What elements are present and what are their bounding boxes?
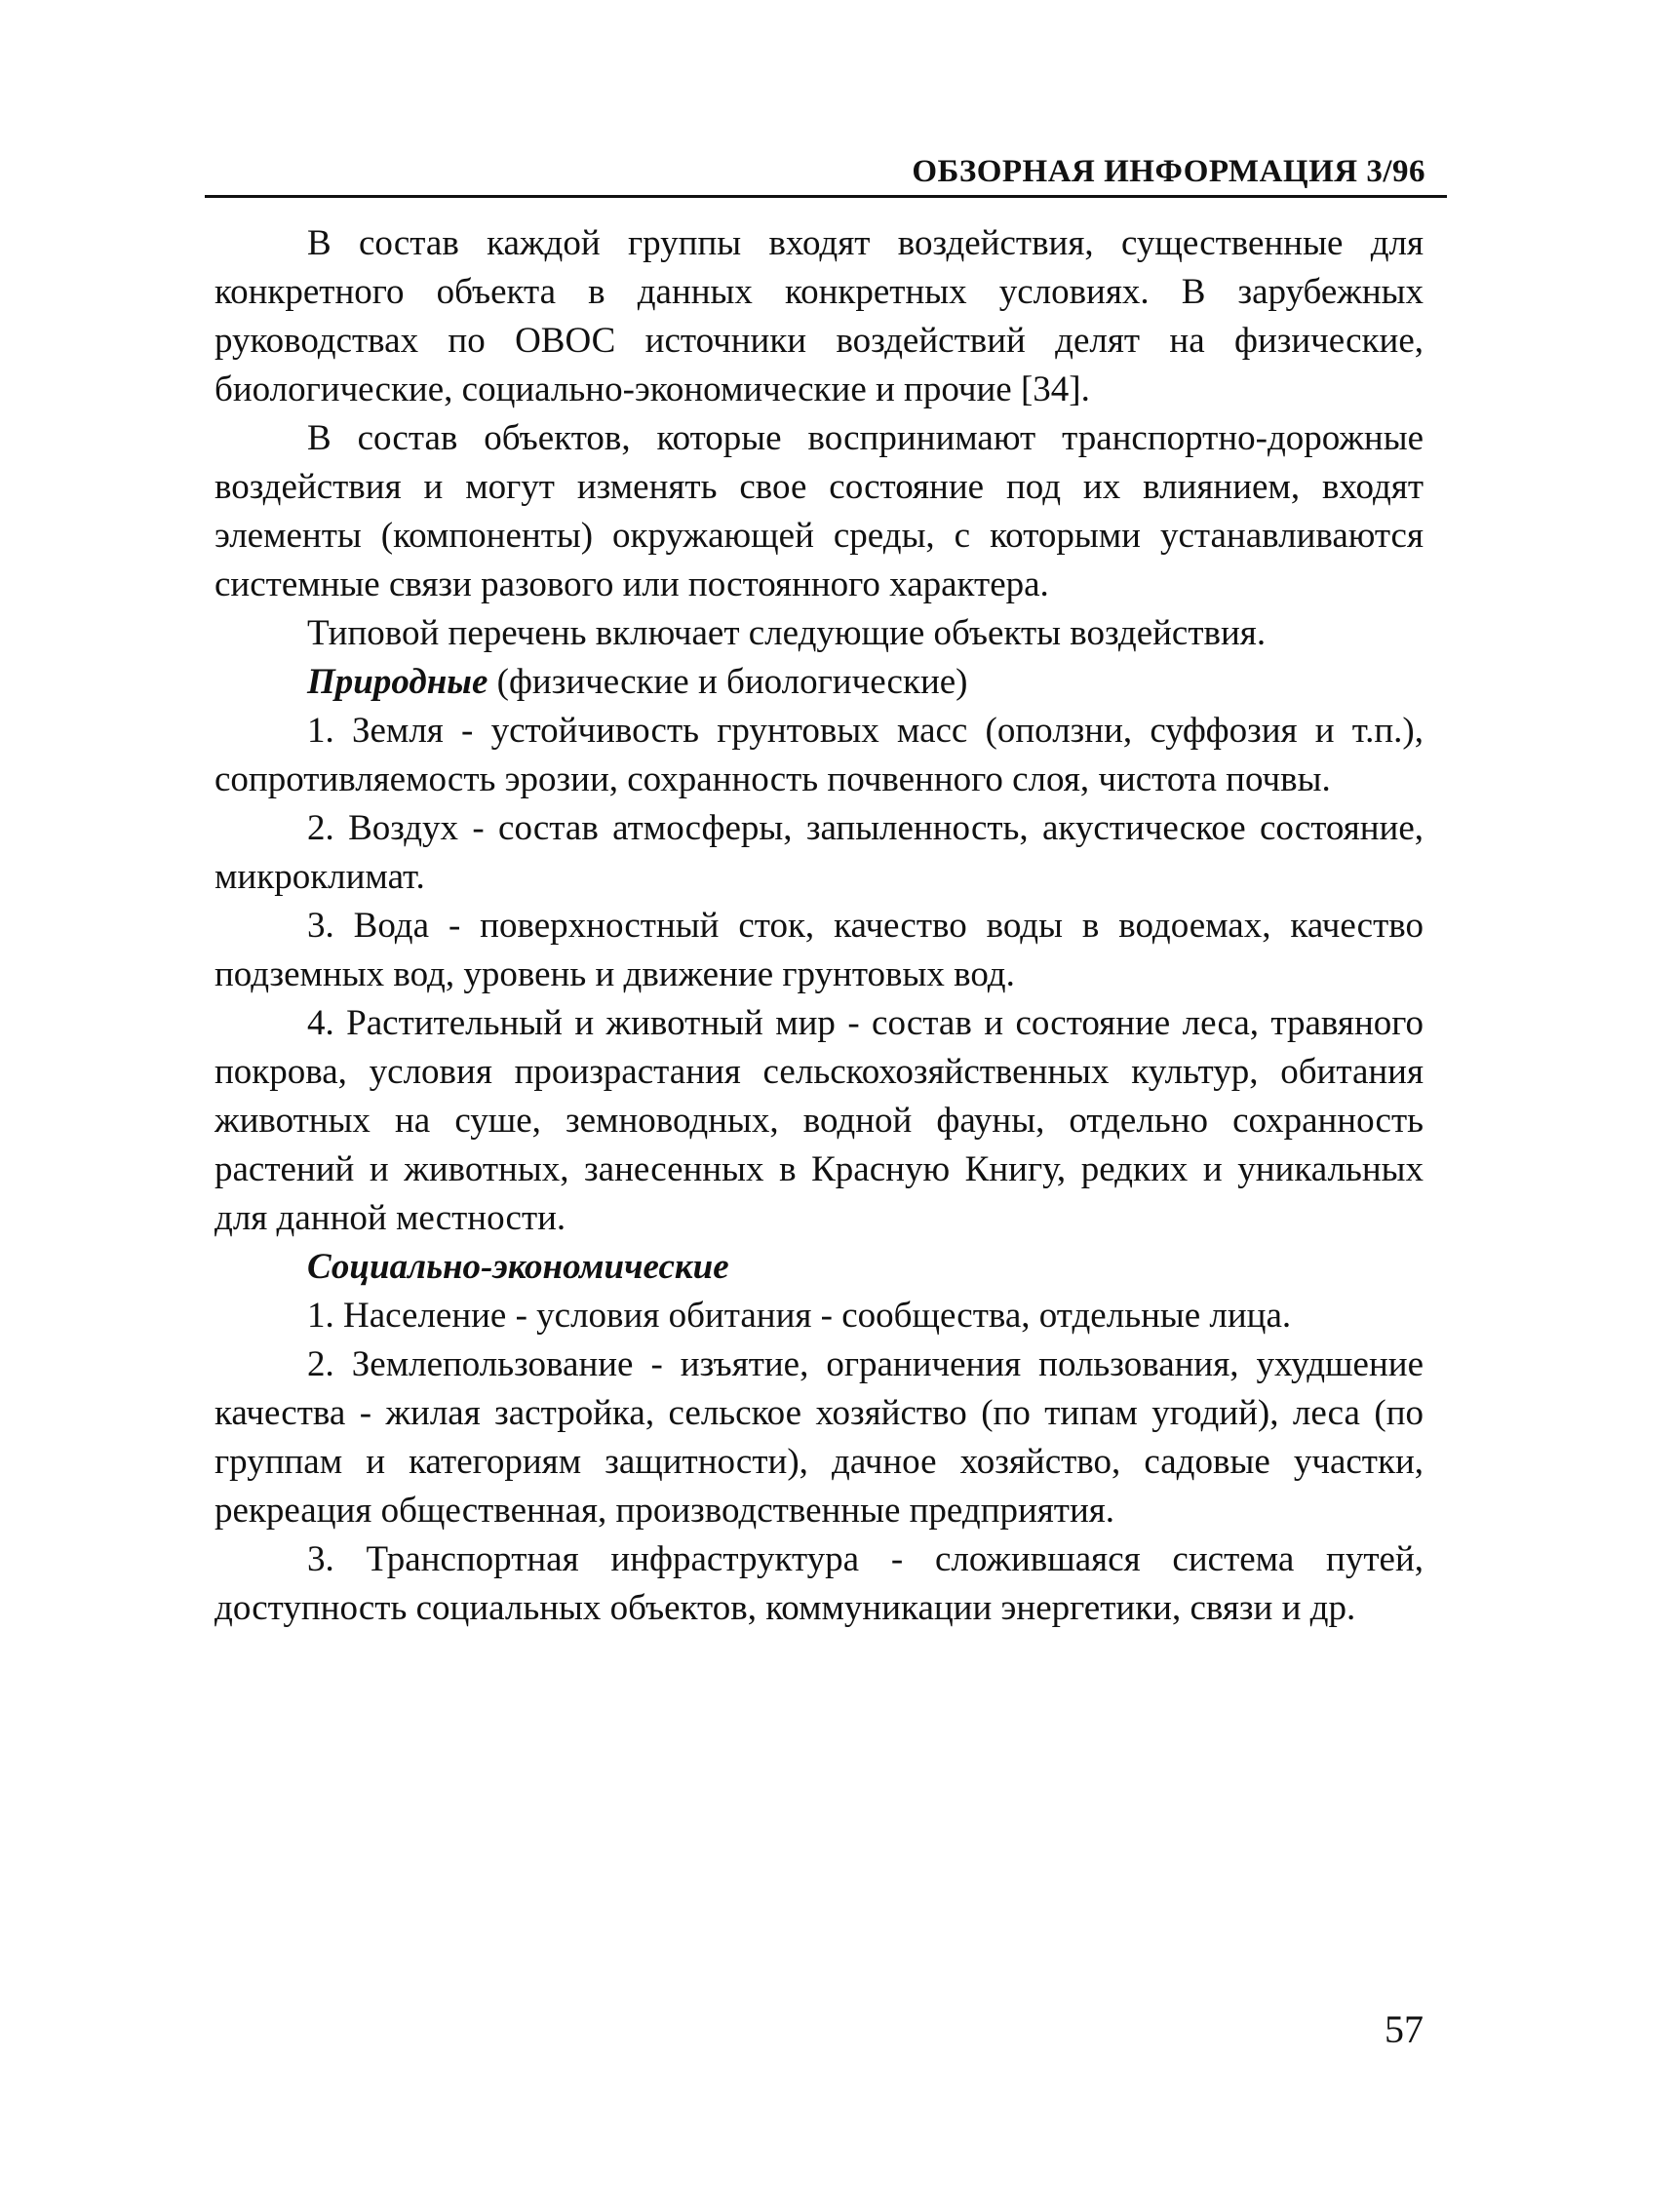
- list-item: 4. Растительный и животный мир - состав и состояние леса, травяного покрова, условия произрастания сельскохозяйственных культур, обитания животных на суше, земноводных, водной фауны, отдельно сохранность растений и животных, занесенных в Красную Книгу, редких и уникальных для данной местности.: [215, 1003, 1424, 1238]
- page-body: [215, 219, 1424, 1633]
- section-heading-socio-title: Социально-экономические: [307, 1247, 729, 1287]
- list-item: 1. Население - условия обитания - сообщества, отдельные лица.: [307, 1296, 1292, 1336]
- running-header: [205, 154, 1447, 199]
- paragraph: В состав объектов, которые воспринимают транспортно-дорожные воздействия и могут изменять свое состояние под их влиянием, входят элементы (компоненты) окружающей среды, с которыми устанавливаются системные связи разового или постоянного характера.: [215, 418, 1424, 604]
- list-item: 2. Воздух - состав атмосферы, запыленность, акустическое состояние, микроклимат.: [215, 808, 1424, 897]
- page-number: 57: [1385, 2007, 1424, 2051]
- list-item: 3. Транспортная инфраструктура - сложившаяся система путей, доступность социальных объектов, коммуникации энергетики, связи и др.: [215, 1539, 1424, 1628]
- section-heading-socio: [215, 1243, 1424, 1292]
- header-rule: [205, 195, 1447, 198]
- list-item: 1. Земля - устойчивость грунтовых масс (оползни, суффозия и т.п.), сопротивляемость эрозии, сохранность почвенного слоя, чистота почвы.: [215, 711, 1424, 799]
- header-title: ОБЗОРНАЯ ИНФОРМАЦИЯ 3/96: [912, 154, 1425, 189]
- section-heading-natural: [215, 658, 1424, 707]
- paragraph: В состав каждой группы входят воздействия, существенные для конкретного объекта в данных конкретных условиях. В зарубежных руководствах по ОВОС источники воздействий делят на физические, биологические, социально-экономические и прочие [34].: [215, 223, 1424, 409]
- section-heading-natural-subtitle: (физические и биологические): [488, 662, 968, 702]
- section-heading-natural-title: Природные: [307, 662, 488, 702]
- list-item: 3. Вода - поверхностный сток, качество воды в водоемах, качество подземных вод, уровень и движение грунтовых вод.: [215, 906, 1424, 994]
- list-item: 2. Землепользование - изъятие, ограничения пользования, ухудшение качества - жилая застройка, сельское хозяйство (по типам угодий), леса (по группам и категориям защитности), дачное хозяйство, садовые участки, рекреация общественная, производственные предприятия.: [215, 1344, 1424, 1531]
- paragraph: Типовой перечень включает следующие объекты воздействия.: [307, 613, 1267, 653]
